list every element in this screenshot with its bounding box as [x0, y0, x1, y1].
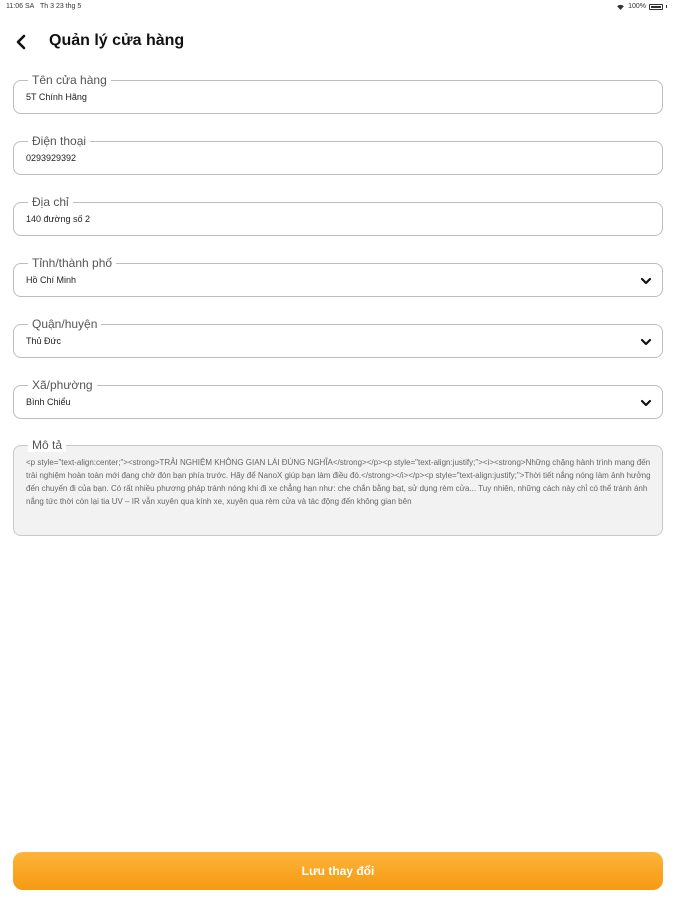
status-time: 11:06 SA [6, 3, 35, 10]
address-value: 140 đường số 2 [26, 214, 90, 224]
district-label: Quận/huyện [28, 317, 101, 331]
store-name-field[interactable] [13, 73, 663, 114]
district-select[interactable] [13, 317, 663, 358]
description-label: Mô tả [28, 438, 66, 452]
ward-select[interactable] [13, 378, 663, 419]
status-right [616, 3, 667, 10]
chevron-left-icon [14, 34, 28, 50]
battery-tip [666, 5, 667, 8]
chevron-down-icon [640, 336, 652, 348]
description-text: <p style="text-align:center;"><strong>TRẢI NGHIỆM KHÔNG GIAN LÁI ĐÚNG NGHĨA</strong></p><p style="text-align:justify;"><i><strong>Những chặng hành trình mang đến trải nghiệm hoàn toàn mới đang chờ đón bạn phía trước. Hãy để NanoX giúp bạn làm điều đó.</strong></i></p><p style="text-align:justify;">Thời tiết nắng nóng làm ảnh hưởng đến chuyến đi của bạn. Có rất nhiều phương pháp tránh nóng khi đi xe chẳng hạn như: che chắn bằng bạt, sử dụng rèm cửa... Tuy nhiên, những cách này chỉ có thể tránh ánh nắng tức thời còn lại tia UV – IR vẫn xuyên qua kính xe, xuyên qua rèm cửa và tác động đến không gian bên [26, 458, 651, 506]
phone-value: 0293929392 [26, 153, 77, 163]
battery-percent: 100% [628, 3, 646, 10]
status-bar [0, 0, 675, 14]
chevron-down-icon [640, 275, 652, 287]
ward-value: Bình Chiểu [26, 397, 71, 407]
description-field[interactable] [13, 438, 663, 536]
ward-label: Xã/phường [28, 378, 97, 392]
address-field[interactable] [13, 195, 663, 236]
back-button[interactable] [10, 30, 32, 54]
address-label: Địa chỉ [28, 195, 73, 209]
save-changes-button[interactable]: Lưu thay đổi [13, 852, 663, 890]
store-name-label: Tên cửa hàng [28, 73, 111, 87]
battery-icon [649, 4, 663, 10]
province-value: Hồ Chí Minh [26, 275, 77, 285]
phone-field[interactable] [13, 134, 663, 175]
page-title: Quản lý cửa hàng [49, 32, 185, 49]
header [0, 26, 675, 58]
status-date: Th 3 23 thg 5 [40, 3, 82, 10]
store-name-value: 5T Chính Hãng [26, 92, 87, 102]
status-left [6, 3, 81, 10]
province-label: Tỉnh/thành phố [28, 256, 116, 270]
chevron-down-icon [640, 397, 652, 409]
phone-label: Điện thoại [28, 134, 90, 148]
wifi-icon [616, 4, 625, 10]
province-select[interactable] [13, 256, 663, 297]
district-value: Thủ Đức [26, 336, 62, 346]
